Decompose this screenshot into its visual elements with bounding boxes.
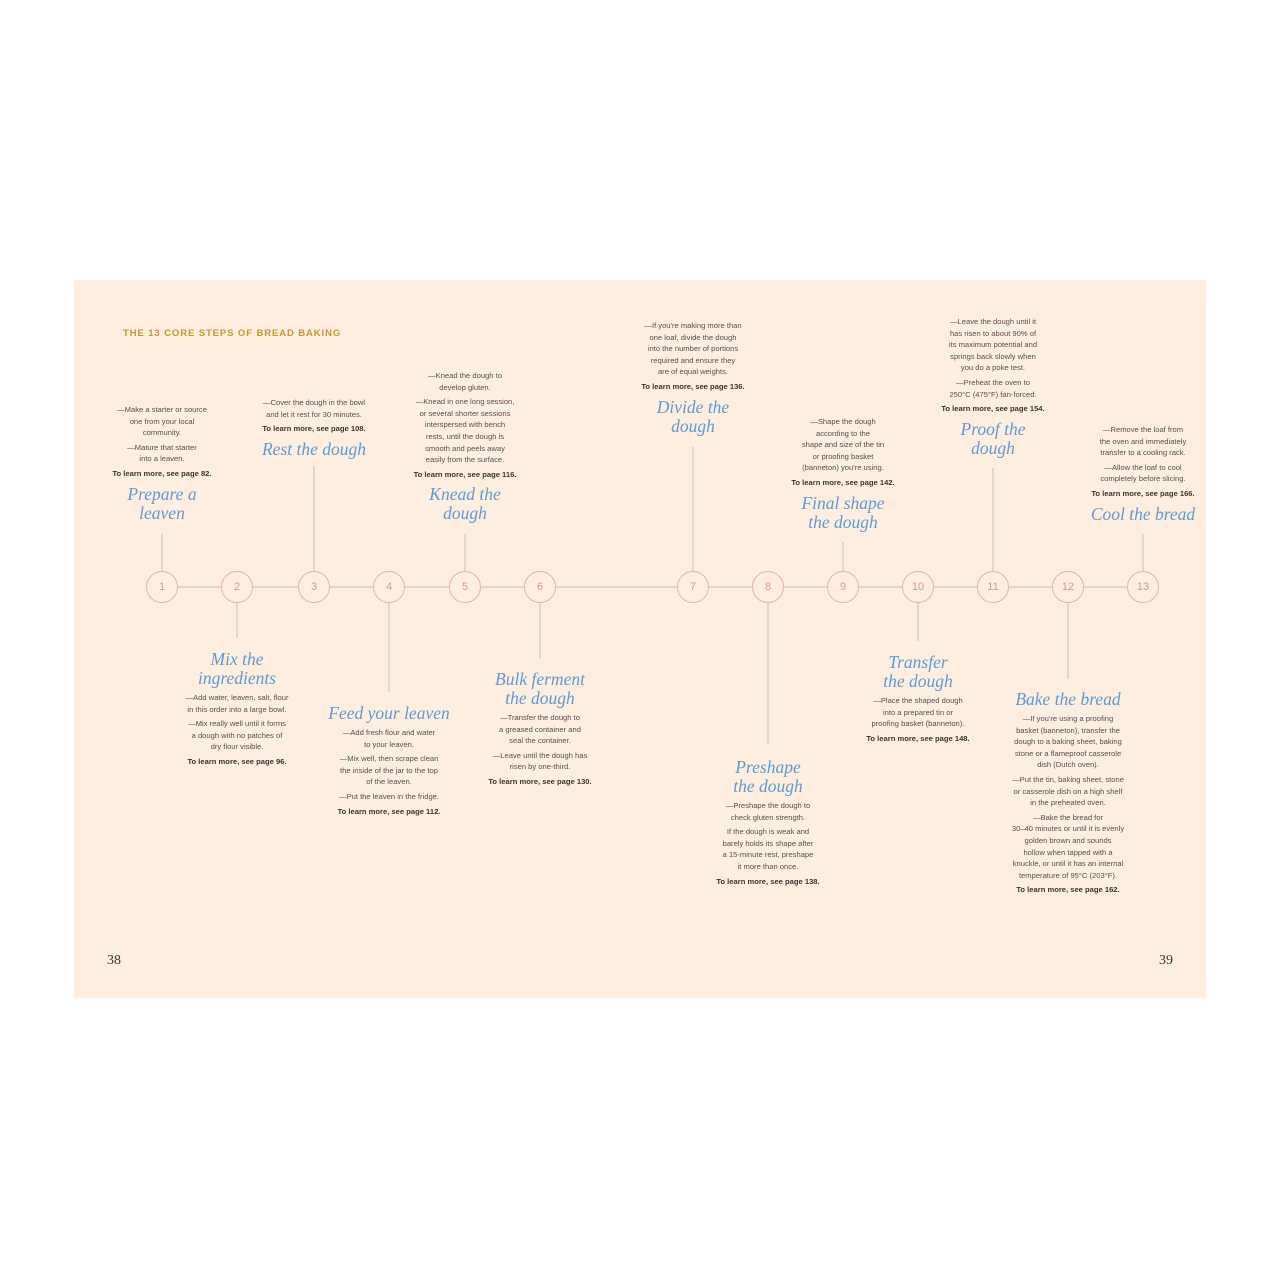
step-title: Bulk ferment the dough (495, 669, 585, 708)
step-note: —Preshape the dough to check gluten strength. (725, 801, 811, 822)
step-note: —Knead in one long session, or several shorter sessions interspersed with bench rests, until the dough is smooth and peels away easily from the surface. (415, 397, 515, 465)
step-note: —Leave the dough until it has risen to about 90% of its maximum potential and springs back slowly when you do a poke test. (948, 317, 1038, 373)
page-reference: To learn more, see page 112. (337, 806, 441, 816)
step-title: Divide the dough (656, 396, 730, 436)
step-13-block (1043, 424, 1243, 524)
step-title: Mix the ingredients (197, 649, 277, 688)
step-8-block (668, 758, 868, 887)
step-notes (593, 320, 793, 393)
page-reference: To learn more, see page 116. (413, 469, 517, 479)
page-number-left: 38 (107, 953, 121, 968)
step-number-circle: 3 (298, 571, 330, 603)
step-note: —Bake the bread for 30–40 minutes or until it is evenly golden brown and sounds hollow when tapped with a knuckle, or until it has an internal temperature of 95°C (203°F). (1011, 812, 1125, 880)
step-note: —Shape the dough according to the shape and size of the tin or proofing basket (banneton) you're using. (801, 417, 885, 473)
step-title: Transfer the dough (883, 652, 953, 691)
page-heading: THE 13 CORE STEPS OF BREAD BAKING (123, 328, 342, 339)
book-spread (74, 280, 1206, 998)
step-number-circle: 2 (221, 571, 253, 603)
step-note: —Put the leaven in the fridge. (338, 791, 440, 801)
step-note: —Add water, leaven, salt, flour in this order into a large bowl. (185, 693, 289, 714)
page-reference: To learn more, see page 162. (1016, 885, 1120, 895)
step-title: Rest the dough (261, 438, 366, 459)
step-12-block (968, 690, 1168, 896)
step-notes (968, 713, 1168, 896)
page-reference: To learn more, see page 96. (187, 756, 287, 766)
step-title: Cool the bread (1090, 503, 1196, 524)
step-note: —If you're using a proofing basket (banneton), transfer the dough to a baking sheet, baking stone or a flameproof casserole dish (Dutch oven). (1014, 714, 1122, 770)
step-title: Feed your leaven (328, 703, 450, 723)
step-note: —Place the shaped dough into a prepared tin or proofing basket (banneton). (871, 696, 965, 729)
step-note: —Make a starter or source one from your local community. (117, 405, 207, 438)
step-number-circle: 7 (677, 571, 709, 603)
step-number-circle: 13 (1127, 571, 1159, 603)
step-note: —Mature that starter into a leaven. (127, 442, 197, 464)
page-reference: To learn more, see page 82. (112, 468, 212, 478)
step-note: —Remove the loaf from the oven and immediately transfer to a cooling rack. (1099, 425, 1187, 458)
step-title: Bake the bread (1015, 689, 1121, 709)
step-number-circle: 11 (977, 571, 1009, 603)
step-title: Prepare a leaven (127, 483, 197, 523)
step-number-circle: 6 (524, 571, 556, 603)
step-note: —Put the tin, baking sheet, stone or casserole dish on a high shelf in the preheated oven. (1012, 774, 1124, 808)
step-note: —Allow the loaf to cool completely before slicing. (1100, 462, 1186, 484)
step-5-block (365, 370, 565, 523)
step-6-block (440, 670, 640, 788)
step-note: —Mix really well until it forms a dough with no patches of dry flour visible. (188, 719, 286, 752)
step-title: Final shape the dough (801, 492, 885, 532)
step-note: —If you're making more than one loaf, divide the dough into the number of portions required and ensure they are of equal weights. (644, 321, 742, 377)
page-reference: To learn more, see page 142. (791, 477, 895, 487)
step-note: —Cover the dough in the bowl and let it rest for 30 minutes. (262, 398, 366, 419)
step-title: Preshape the dough (733, 757, 803, 796)
page-reference: To learn more, see page 166. (1091, 488, 1195, 498)
page-reference: To learn more, see page 138. (716, 876, 820, 886)
step-notes (440, 712, 640, 788)
step-number-circle: 10 (902, 571, 934, 603)
step-notes (1043, 424, 1243, 500)
step-notes (668, 800, 868, 887)
page-reference: To learn more, see page 108. (262, 424, 366, 434)
page-number-right: 39 (1159, 953, 1173, 968)
page-reference: To learn more, see page 136. (641, 381, 745, 391)
step-number-circle: 9 (827, 571, 859, 603)
step-notes (893, 316, 1093, 415)
step-notes (365, 370, 565, 480)
step-number-circle: 1 (146, 571, 178, 603)
step-note: —Add fresh flour and water to your leaven. (342, 728, 436, 749)
step-number-circle: 5 (449, 571, 481, 603)
step-note: —Transfer the dough to a greased container and seal the container. (499, 713, 581, 746)
step-note: If the dough is weak and barely holds its shape after a 15-minute rest, preshape it more than once. (722, 827, 814, 871)
step-note: —Leave until the dough has risen by one-third. (492, 750, 588, 772)
step-title: Proof the dough (960, 418, 1026, 458)
step-note: —Knead the dough to develop gluten. (428, 371, 502, 392)
page-reference: To learn more, see page 130. (488, 776, 592, 786)
step-number-circle: 4 (373, 571, 405, 603)
step-title: Knead the dough (429, 484, 501, 524)
step-number-circle: 12 (1052, 571, 1084, 603)
step-note: —Mix well, then scrape clean the inside of the jar to the top of the leaven. (339, 754, 439, 787)
page-reference: To learn more, see page 148. (866, 733, 970, 743)
step-note: —Preheat the oven to 250°C (475°F) fan-forced. (949, 377, 1037, 399)
step-number-circle: 8 (752, 571, 784, 603)
page-reference: To learn more, see page 154. (941, 404, 1045, 414)
